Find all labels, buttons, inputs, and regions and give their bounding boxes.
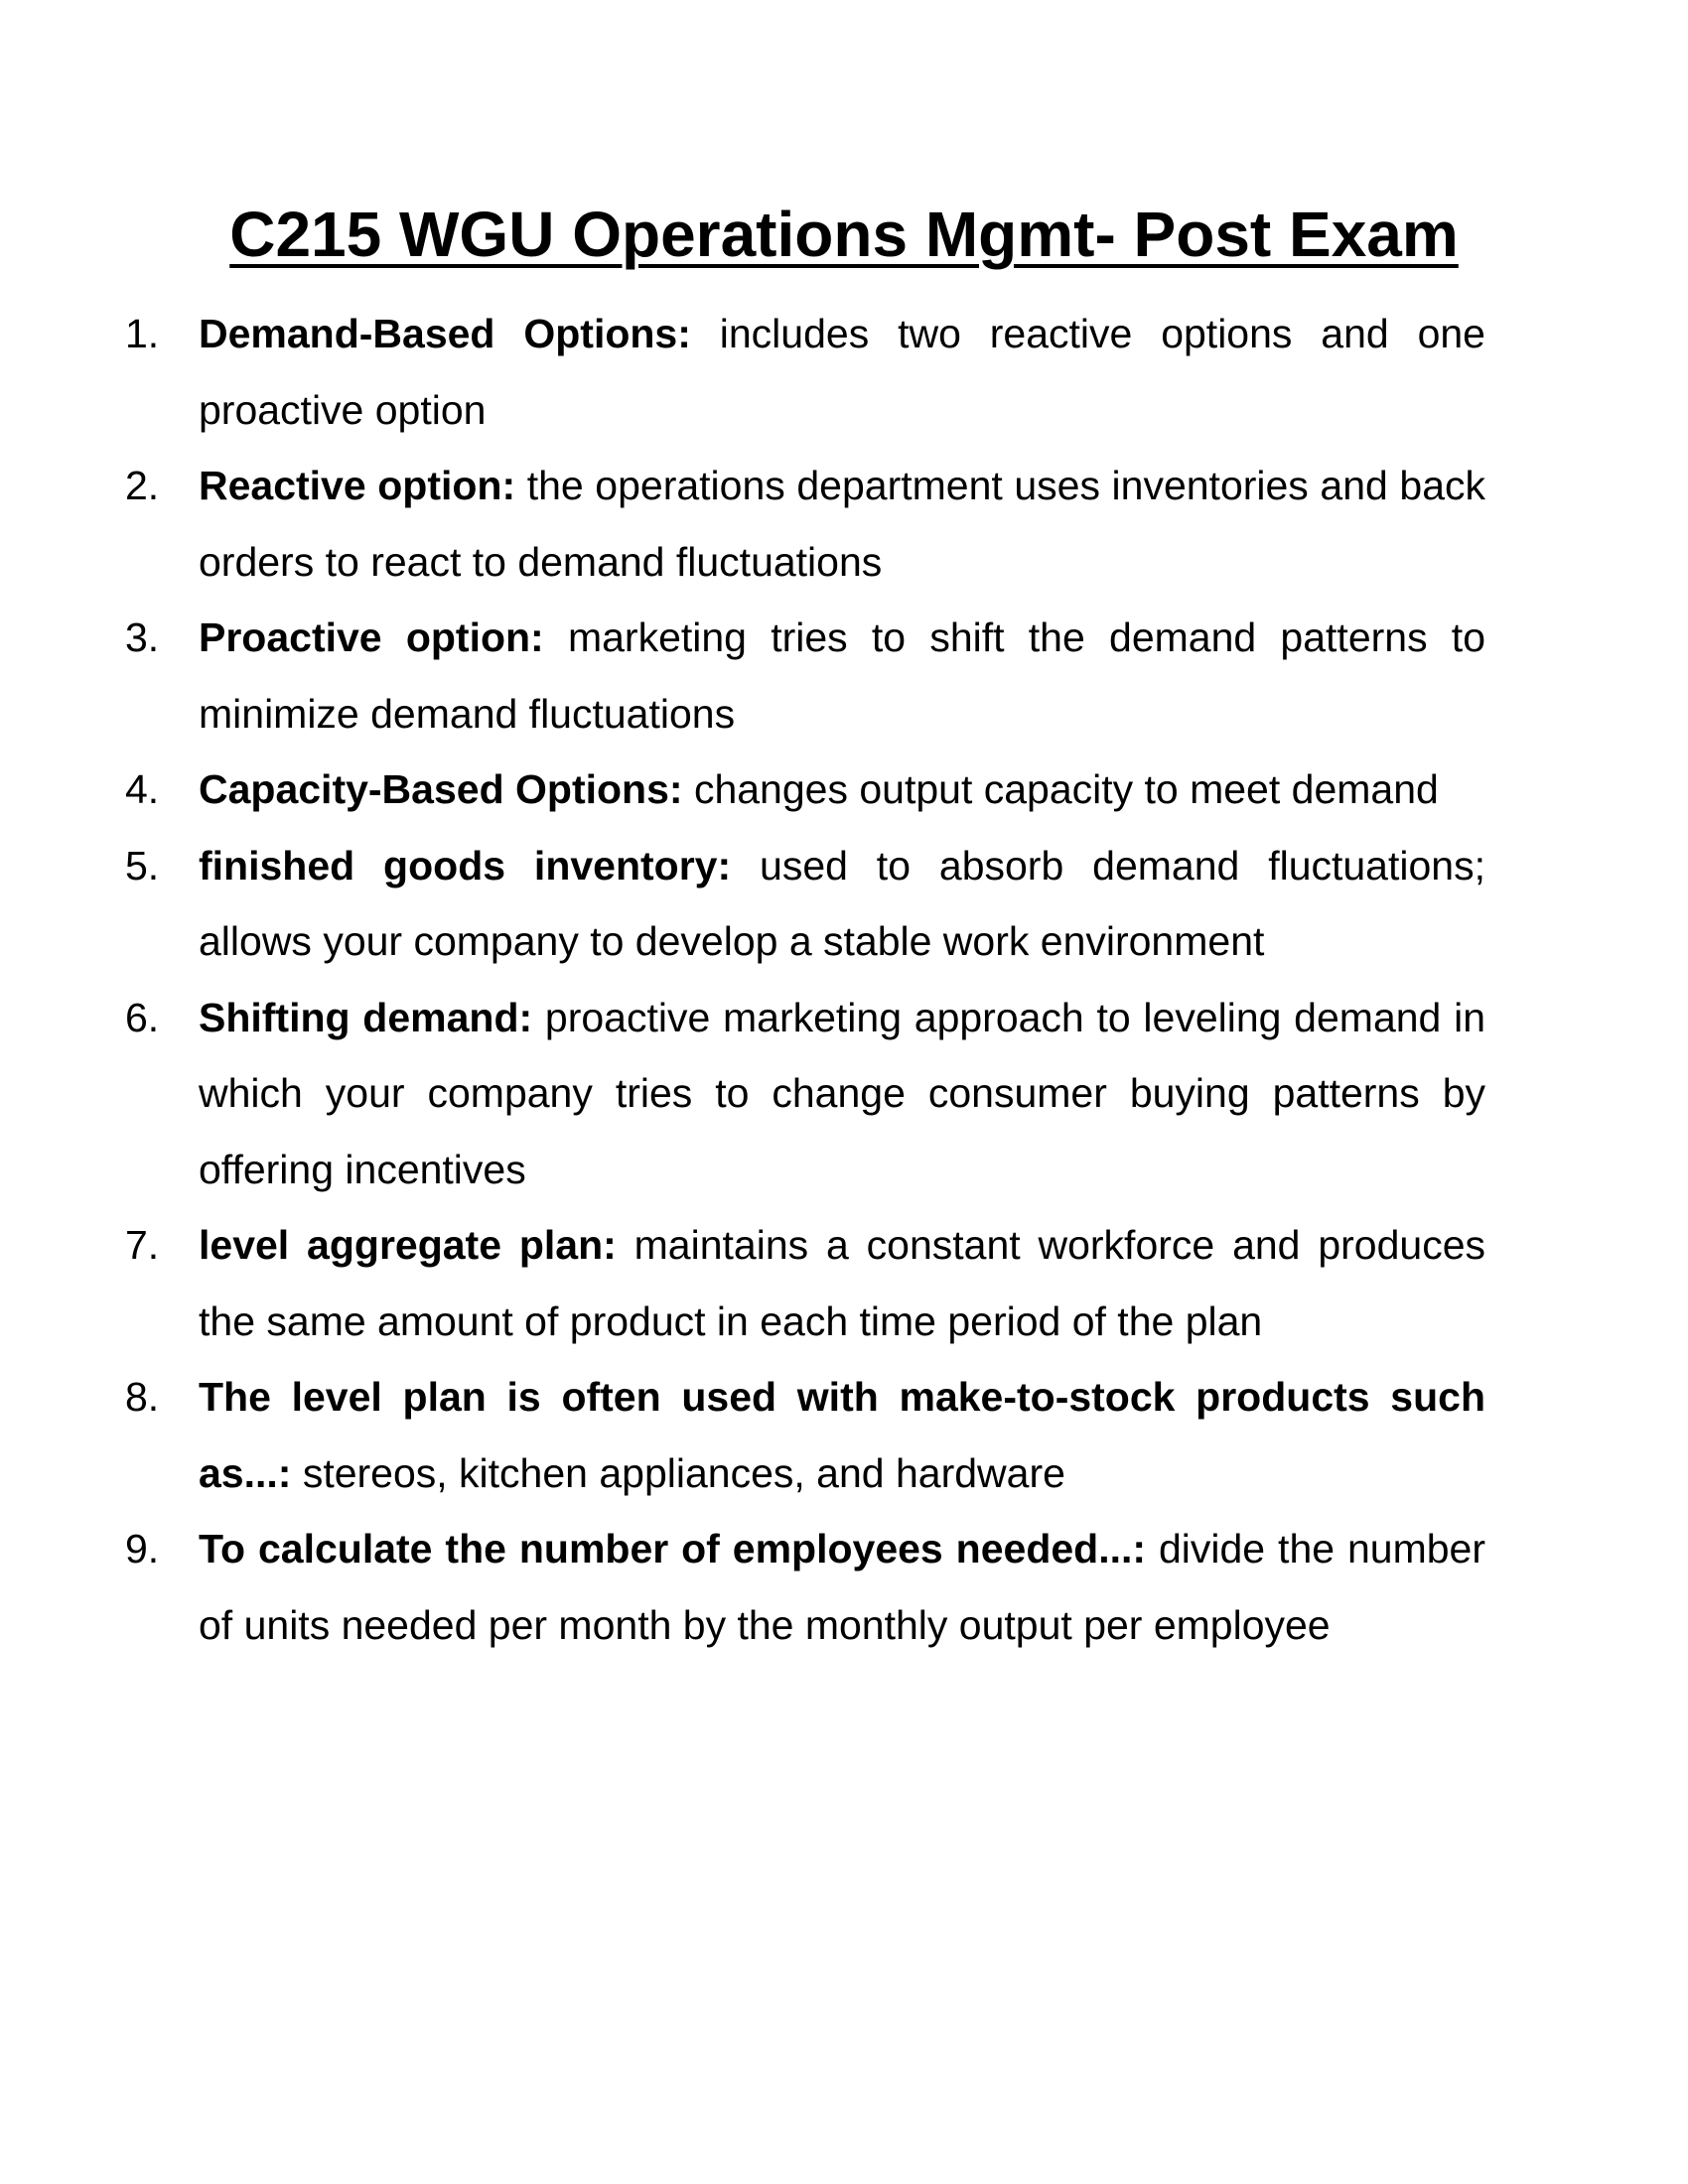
list-item — [0, 296, 1485, 448]
list-item — [0, 980, 1485, 1208]
item-term: Capacity-Based Options: — [199, 766, 694, 812]
item-term: Demand-Based Options: — [199, 311, 720, 356]
list-item — [0, 751, 1485, 828]
item-definition: marketing tries to shift the demand patterns to minimize demand fluctuations — [199, 614, 1486, 737]
item-definition: divide the number of units needed per month by the monthly output per employee — [199, 1526, 1485, 1648]
item-term: To calculate the number of employees needed...: — [199, 1526, 1159, 1571]
item-number: 9. — [125, 1526, 160, 1571]
item-definition: proactive marketing approach to leveling demand in which your company tries to change consumer buying patterns by offering incentives — [199, 994, 1485, 1192]
item-number: 2. — [125, 463, 160, 508]
item-number: 6. — [125, 994, 160, 1040]
document-title: C215 WGU Operations Mgmt- Post Exam — [229, 199, 1459, 270]
item-number: 7. — [125, 1222, 160, 1268]
item-number: 5. — [125, 842, 160, 888]
item-term: finished goods inventory: — [199, 842, 761, 888]
item-definition: includes two reactive options and one proactive option — [199, 311, 1485, 433]
item-definition: changes output capacity to meet demand — [693, 766, 1439, 812]
item-number: 4. — [125, 766, 160, 812]
item-term: Shifting demand: — [199, 994, 545, 1040]
list-item — [0, 1359, 1485, 1511]
list-item — [0, 828, 1485, 980]
item-definition: stereos, kitchen appliances, and hardware — [302, 1449, 1065, 1496]
item-term: Proactive option: — [199, 614, 568, 660]
item-definition: maintains a constant workforce and produces the same amount of product in each time period of the plan — [199, 1222, 1485, 1344]
item-number: 3. — [125, 614, 160, 660]
term-list — [0, 296, 1688, 1663]
list-item — [0, 1511, 1485, 1663]
item-term: The level plan is often used with make-to-stock products such as...: — [199, 1374, 1485, 1496]
item-number: 8. — [125, 1374, 160, 1420]
item-term: Reactive option: — [199, 463, 527, 508]
item-definition: the operations department uses inventories and back orders to react to demand fluctuations — [199, 463, 1485, 585]
list-item — [0, 1207, 1485, 1359]
item-definition: used to absorb demand fluctuations; allows your company to develop a stable work environment — [199, 842, 1485, 964]
list-item — [0, 448, 1485, 600]
item-number: 1. — [125, 311, 160, 356]
list-item — [0, 600, 1485, 751]
item-term: level aggregate plan: — [199, 1222, 634, 1268]
